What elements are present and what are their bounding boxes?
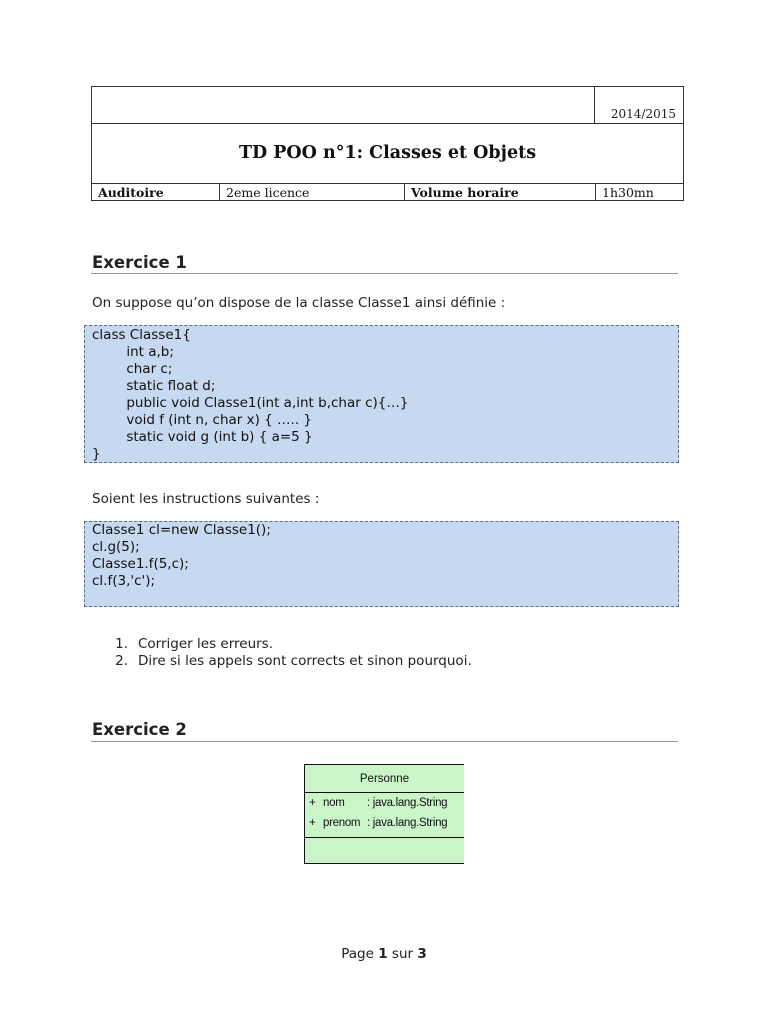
uml-attribute-name: nom bbox=[323, 797, 345, 809]
code-line: Classe1.f(5,c); bbox=[92, 556, 189, 572]
code-line: Classe1 cl=new Classe1(); bbox=[92, 522, 271, 538]
exercise-1-intro-2: Soient les instructions suivantes : bbox=[92, 491, 320, 507]
uml-attribute bbox=[309, 817, 447, 829]
code-line: char c; bbox=[92, 361, 173, 377]
code-line: static void g (int b) { a=5 } bbox=[92, 429, 313, 445]
list-item-text: Corriger les erreurs. bbox=[138, 636, 274, 652]
uml-attributes bbox=[305, 793, 464, 838]
exercise-2-rule bbox=[91, 741, 678, 742]
document-title: TD POO n°1: Classes et Objets bbox=[92, 123, 683, 184]
page-footer bbox=[0, 946, 768, 962]
uml-attribute bbox=[309, 797, 447, 809]
sur-label: sur bbox=[391, 946, 414, 962]
code-line: static float d; bbox=[92, 378, 216, 394]
list-item-number: 2. bbox=[115, 653, 128, 669]
volume-label: Volume horaire bbox=[404, 184, 595, 201]
uml-attribute-type: : java.lang.String bbox=[367, 797, 448, 809]
code-line: cl.f(3,'c'); bbox=[92, 573, 156, 589]
header-table bbox=[91, 86, 684, 201]
uml-visibility: + bbox=[309, 817, 316, 829]
academic-year: 2014/2015 bbox=[610, 107, 676, 121]
code-block-instructions bbox=[84, 521, 679, 607]
uml-class-diagram bbox=[304, 764, 464, 864]
code-block-class-definition bbox=[84, 325, 679, 463]
code-line: void f (int n, char x) { ….. } bbox=[92, 412, 313, 428]
uml-class-name: Personne bbox=[305, 765, 464, 793]
header-info-row bbox=[92, 184, 683, 201]
uml-attribute-name: prenom bbox=[323, 817, 361, 829]
page-label: Page bbox=[341, 946, 374, 962]
page-total: 3 bbox=[417, 946, 427, 962]
list-item bbox=[104, 653, 472, 669]
code-line: class Classe1{ bbox=[92, 327, 191, 343]
exercise-2-title: Exercice 2 bbox=[92, 720, 187, 739]
exercise-1-intro: On suppose qu’on dispose de la classe Classe1 ainsi définie : bbox=[92, 295, 506, 311]
exercise-1-title: Exercice 1 bbox=[92, 253, 187, 272]
list-item-text: Dire si les appels sont corrects et sinon pourquoi. bbox=[138, 653, 472, 669]
code-line: } bbox=[92, 446, 101, 462]
header-top-row bbox=[92, 87, 683, 124]
exercise-1-rule bbox=[91, 273, 678, 274]
code-line: public void Classe1(int a,int b,char c){…} bbox=[92, 395, 409, 411]
year-cell bbox=[594, 87, 683, 123]
uml-visibility: + bbox=[309, 797, 316, 809]
auditoire-label: Auditoire bbox=[98, 185, 164, 200]
list-item bbox=[104, 636, 273, 652]
auditoire-value: 2eme licence bbox=[219, 184, 404, 201]
code-line: cl.g(5); bbox=[92, 539, 140, 555]
page-current: 1 bbox=[378, 946, 388, 962]
list-item-number: 1. bbox=[115, 636, 128, 652]
volume-value: 1h30mn bbox=[595, 184, 683, 201]
code-line: int a,b; bbox=[92, 344, 174, 360]
uml-attribute-type: : java.lang.String bbox=[367, 817, 448, 829]
